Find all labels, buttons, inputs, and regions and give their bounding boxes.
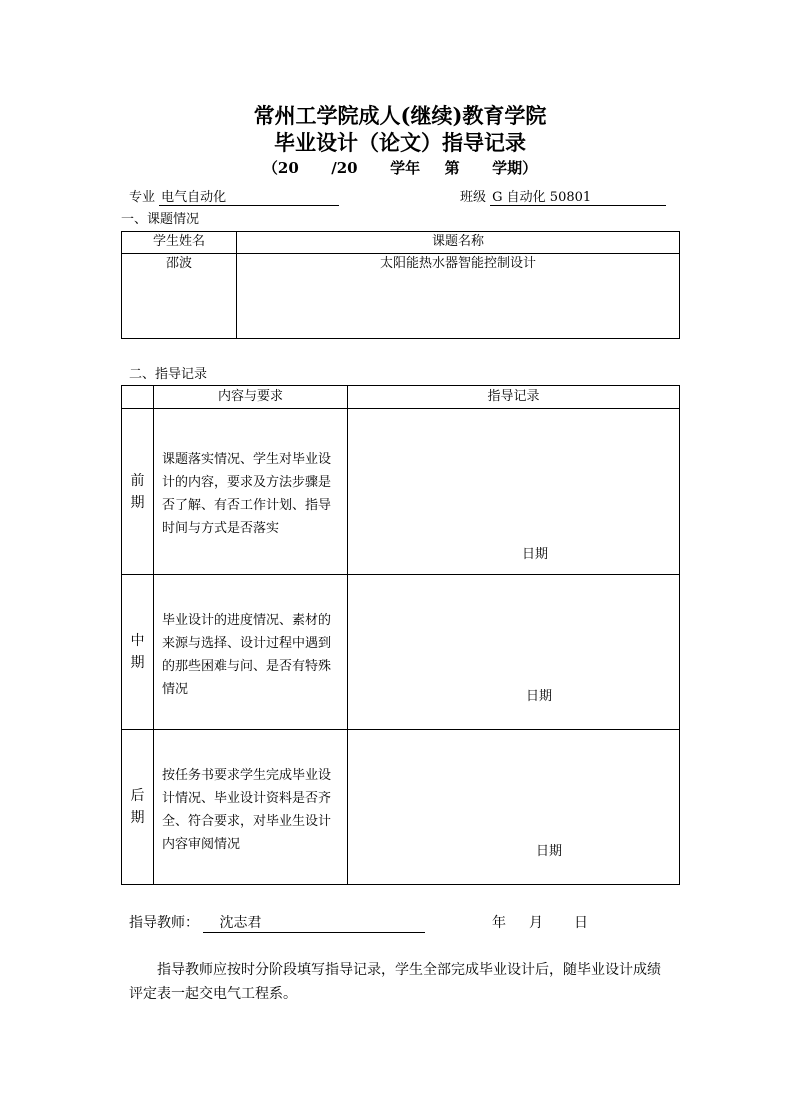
term-line xyxy=(0,158,800,178)
col-header-student: 学生姓名 xyxy=(122,232,237,254)
section1-heading: 一、课题情况 xyxy=(121,212,200,227)
col-header-record: 指导记录 xyxy=(348,386,680,409)
guidance-table xyxy=(121,385,680,885)
term-semester: 学期） xyxy=(492,159,538,177)
major-row xyxy=(129,189,339,207)
class-row xyxy=(460,189,666,207)
major-value[interactable]: 电气自动化 xyxy=(159,190,339,206)
content-late: 按任务书要求学生完成毕业设计情况、毕业设计资料是否齐全、符合要求，对毕业生设计内容审阅情况 xyxy=(154,730,348,885)
record-early[interactable] xyxy=(348,409,680,575)
section2-heading: 二、指导记录 xyxy=(129,367,208,382)
doc-title-institution: 常州工学院成人(继续)教育学院 xyxy=(253,103,547,128)
term-open: （20 xyxy=(262,159,299,177)
teacher-name[interactable]: 沈志君 xyxy=(203,915,425,933)
instruction-note: 指导教师应按时分阶段填写指导记录，学生全部完成毕业设计后，随毕业设计成绩评定表一起交电气工程系。 xyxy=(129,962,661,1002)
date-label-early: 日期 xyxy=(522,547,549,562)
record-middle[interactable] xyxy=(348,575,680,730)
topic-name-cell[interactable]: 太阳能热水器智能控制设计 xyxy=(237,254,680,339)
phase-middle xyxy=(122,575,154,730)
day-label: 日 xyxy=(574,915,588,931)
phase-late xyxy=(122,730,154,885)
date-label-late: 日期 xyxy=(536,844,563,859)
record-late[interactable] xyxy=(348,730,680,885)
col-header-content: 内容与要求 xyxy=(154,386,348,409)
date-label-middle: 日期 xyxy=(526,689,553,704)
content-early: 课题落实情况、学生对毕业设计的内容，要求及方法步骤是否了解、有否工作计划、指导时间与方式是否落实 xyxy=(154,409,348,575)
corner-cell xyxy=(122,386,154,409)
term-school-year: 学年 xyxy=(390,159,421,177)
phase-early-char2: 期 xyxy=(130,494,145,511)
student-name-cell[interactable]: 邵波 xyxy=(122,254,237,339)
teacher-label: 指导教师： xyxy=(129,915,199,931)
content-middle: 毕业设计的进度情况、素材的来源与选择、设计过程中遇到的那些困难与问、是否有特殊情况 xyxy=(154,575,348,730)
class-label: 班级 xyxy=(460,190,487,205)
phase-middle-char2: 期 xyxy=(130,655,145,671)
class-value[interactable]: G 自动化 50801 xyxy=(490,190,666,206)
month-label: 月 xyxy=(529,915,543,931)
doc-title-record: 毕业设计（论文）指导记录 xyxy=(274,130,526,155)
col-header-topic: 课题名称 xyxy=(237,232,680,254)
year-label: 年 xyxy=(492,915,506,931)
topic-table xyxy=(121,231,680,339)
term-slash: /20 xyxy=(331,159,358,177)
phase-late-char1: 后 xyxy=(130,788,145,804)
phase-early-char1: 前 xyxy=(130,472,145,489)
phase-middle-char1: 中 xyxy=(130,633,145,649)
phase-late-char2: 期 xyxy=(130,810,145,826)
teacher-row xyxy=(129,913,425,933)
term-di: 第 xyxy=(444,159,460,177)
major-label: 专业 xyxy=(129,190,156,205)
phase-early xyxy=(122,409,154,575)
